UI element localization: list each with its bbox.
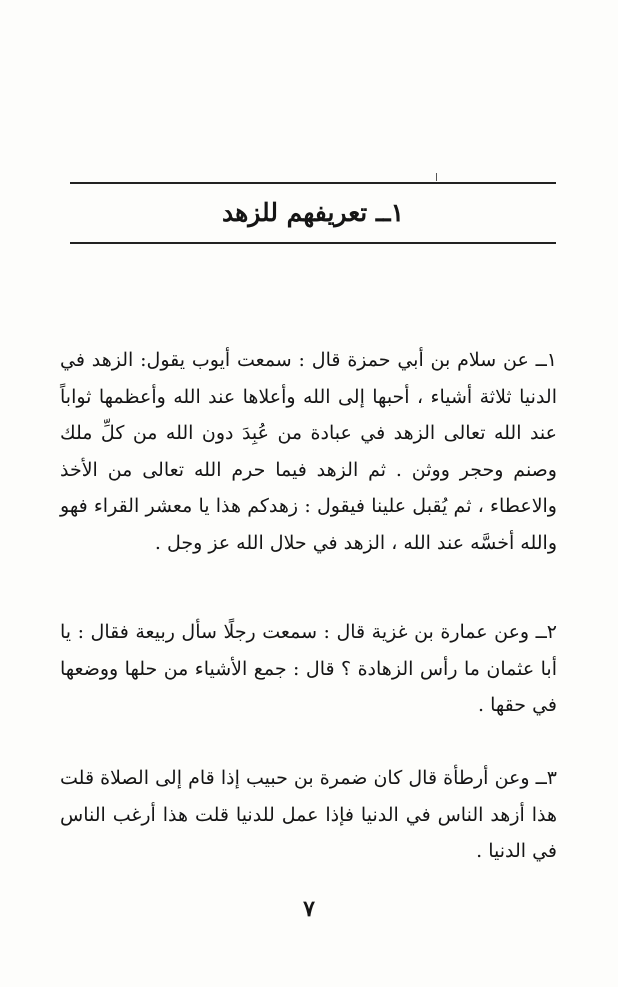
margin-mark: [436, 173, 437, 181]
paragraph-3: ٣ــ وعن أرطأة قال كان ضمرة بن حبيب إذا قام إلى الصلاة قلت هذا أزهد الناس في الدنيا فإذا عمل للدنيا قلت هذا أرغب الناس في الدنيا .: [60, 767, 557, 863]
page-number: ٧: [303, 896, 315, 922]
paragraph-2: ٢ــ وعن عمارة بن غزية قال : سمعت رجلًا سأل ربيعة فقال : يا أبا عثمان ما رأس الزهادة ؟ قال : جمع الأشياء من حلها ووضعها في حقها .: [60, 621, 557, 717]
paragraph-1: ١ــ عن سلام بن أبي حمزة قال : سمعت أيوب يقول: الزهد في الدنيا ثلاثة أشياء ، أحبها إلى الله وأعلاها عند الله وأعظمها ثواباً عند الله تعالى الزهد في عبادة من عُبِدَ دون الله من كلِّ ملك وصنم وحجر ووثن . ثم الزهد فيما حرم الله تعالى من الأخذ والاعطاء ، ثم يُقبل علينا فيقول : زهدكم هذا يا معشر القراء فهو والله أخسَّه عند الله ، الزهد في حلال الله عز وجل .: [60, 349, 557, 554]
chapter-title: ١ــ تعريفهم للزهد: [221, 198, 405, 227]
title-top-rule: [70, 182, 556, 184]
title-bottom-rule: [70, 242, 556, 244]
